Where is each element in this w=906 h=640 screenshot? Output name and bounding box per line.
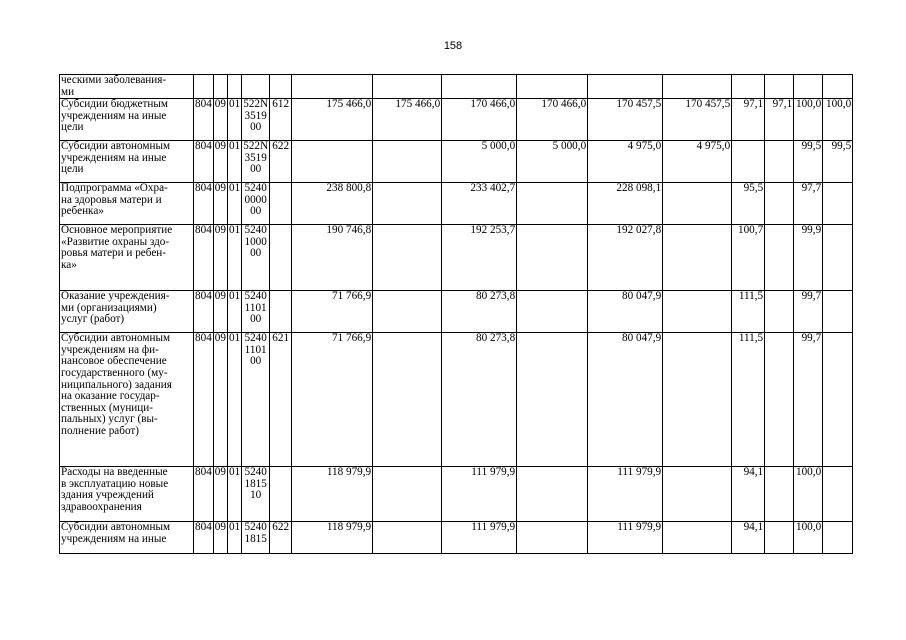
col-value-5: 80 047,9 bbox=[588, 333, 663, 467]
col-value-6 bbox=[663, 225, 732, 291]
col-value-6 bbox=[663, 183, 732, 225]
table-row bbox=[60, 291, 853, 333]
target-article-line: 00 bbox=[250, 355, 262, 368]
col-ministry: 804 bbox=[194, 291, 214, 333]
col-value-6: 170 457,5 bbox=[663, 99, 732, 141]
item-name-line: цели bbox=[61, 121, 84, 134]
col-percent-4: 99,5 bbox=[823, 141, 853, 183]
col-value-3: 5 000,0 bbox=[442, 141, 517, 183]
col-value-5: 80 047,9 bbox=[588, 291, 663, 333]
col-subsection bbox=[227, 75, 241, 99]
col-percent-2 bbox=[765, 291, 794, 333]
col-value-5 bbox=[588, 75, 663, 99]
table-body bbox=[60, 75, 853, 554]
target-article-line: 3519 bbox=[244, 151, 267, 164]
item-name-line: Субсидии автономным bbox=[61, 140, 171, 153]
cell-item-name bbox=[60, 291, 194, 333]
col-value-5: 111 979,9 bbox=[588, 522, 663, 554]
col-percent-2 bbox=[765, 225, 794, 291]
table-row bbox=[60, 183, 853, 225]
col-value-3: 111 979,9 bbox=[442, 467, 517, 522]
target-article-line: 5240 bbox=[244, 182, 267, 195]
col-value-1: 238 800,8 bbox=[292, 183, 373, 225]
col-percent-1: 100,7 bbox=[732, 225, 765, 291]
table-row bbox=[60, 333, 853, 467]
col-value-4 bbox=[517, 333, 588, 467]
col-value-3: 233 402,7 bbox=[442, 183, 517, 225]
col-percent-1: 111,5 bbox=[732, 291, 765, 333]
target-article-line: 1000 bbox=[244, 235, 267, 248]
col-value-1: 71 766,9 bbox=[292, 333, 373, 467]
col-subsection: 01 bbox=[227, 467, 241, 522]
item-name-line: учреждениям на фи- bbox=[61, 343, 159, 356]
table-row bbox=[60, 99, 853, 141]
target-article-line: 00 bbox=[250, 205, 262, 218]
item-name-line: ровья матери и ребен- bbox=[61, 247, 166, 260]
col-section bbox=[213, 75, 227, 99]
item-name-line: Основное мероприятие bbox=[61, 224, 173, 237]
item-name-line: здравоохранения bbox=[61, 500, 142, 513]
col-percent-3: 100,0 bbox=[794, 522, 823, 554]
col-percent-4 bbox=[823, 75, 853, 99]
col-value-1: 71 766,9 bbox=[292, 291, 373, 333]
col-value-3: 111 979,9 bbox=[442, 522, 517, 554]
col-percent-1: 97,1 bbox=[732, 99, 765, 141]
col-value-3: 170 466,0 bbox=[442, 99, 517, 141]
table-row bbox=[60, 141, 853, 183]
item-name-line: ка» bbox=[61, 258, 77, 271]
item-name-line: «Развитие охраны здо- bbox=[61, 235, 170, 248]
col-value-6 bbox=[663, 522, 732, 554]
table-row bbox=[60, 467, 853, 522]
col-percent-4 bbox=[823, 291, 853, 333]
col-target-article bbox=[242, 141, 270, 183]
col-target-article bbox=[242, 225, 270, 291]
col-value-4 bbox=[517, 291, 588, 333]
col-subsection: 01 bbox=[227, 333, 241, 467]
col-section: 09 bbox=[213, 333, 227, 467]
target-article-line: 10 bbox=[250, 489, 262, 502]
item-name-line: ственных (муници- bbox=[61, 401, 153, 414]
col-section: 09 bbox=[213, 141, 227, 183]
item-name-line: Субсидии бюджетным bbox=[61, 98, 168, 111]
item-name-line: ми bbox=[61, 85, 75, 98]
col-percent-3: 99,9 bbox=[794, 225, 823, 291]
col-ministry: 804 bbox=[194, 183, 214, 225]
col-expense-type: 622 bbox=[270, 522, 292, 554]
item-name-line: учреждениям на иные bbox=[61, 109, 167, 122]
col-value-2 bbox=[373, 291, 442, 333]
item-name-line: Подпрограмма «Охра- bbox=[61, 182, 168, 195]
col-ministry: 804 bbox=[194, 99, 214, 141]
col-percent-2: 97,1 bbox=[765, 99, 794, 141]
col-percent-3: 99,7 bbox=[794, 291, 823, 333]
col-percent-4 bbox=[823, 467, 853, 522]
col-section: 09 bbox=[213, 225, 227, 291]
col-percent-2 bbox=[765, 522, 794, 554]
col-value-6: 4 975,0 bbox=[663, 141, 732, 183]
table-row bbox=[60, 522, 853, 554]
col-value-2 bbox=[373, 75, 442, 99]
col-value-3 bbox=[442, 75, 517, 99]
target-article-line: 1101 bbox=[244, 301, 267, 314]
col-percent-2 bbox=[765, 333, 794, 467]
col-value-4: 5 000,0 bbox=[517, 141, 588, 183]
col-value-4 bbox=[517, 225, 588, 291]
col-target-article bbox=[242, 183, 270, 225]
col-expense-type bbox=[270, 467, 292, 522]
col-percent-3: 99,7 bbox=[794, 333, 823, 467]
col-section: 09 bbox=[213, 291, 227, 333]
col-expense-type bbox=[270, 225, 292, 291]
target-article-line: 5240 bbox=[244, 521, 267, 534]
target-article-line: 5240 bbox=[244, 332, 267, 345]
target-article-line: 1101 bbox=[244, 343, 267, 356]
col-ministry: 804 bbox=[194, 333, 214, 467]
col-value-1: 190 746,8 bbox=[292, 225, 373, 291]
item-name-line: цели bbox=[61, 163, 84, 176]
col-value-1: 175 466,0 bbox=[292, 99, 373, 141]
col-expense-type bbox=[270, 291, 292, 333]
col-percent-3: 100,0 bbox=[794, 467, 823, 522]
col-percent-2 bbox=[765, 141, 794, 183]
col-ministry: 804 bbox=[194, 522, 214, 554]
page-number: 158 bbox=[443, 40, 463, 52]
col-value-2 bbox=[373, 141, 442, 183]
target-article-line: 5240 bbox=[244, 290, 267, 303]
col-ministry bbox=[194, 75, 214, 99]
cell-item-name bbox=[60, 141, 194, 183]
col-section: 09 bbox=[213, 99, 227, 141]
col-value-2 bbox=[373, 467, 442, 522]
item-name-line: ческими заболевания- bbox=[61, 74, 167, 86]
target-article-line: 522N bbox=[243, 140, 269, 153]
item-name-line: учреждениям на иные bbox=[61, 151, 167, 164]
col-percent-2 bbox=[765, 75, 794, 99]
col-section: 09 bbox=[213, 467, 227, 522]
col-target-article bbox=[242, 99, 270, 141]
item-name-line: услуг (работ) bbox=[61, 313, 125, 326]
target-article-line: 522N bbox=[243, 98, 269, 111]
item-name-line: Субсидии автономным bbox=[61, 332, 171, 345]
col-value-4 bbox=[517, 183, 588, 225]
table-row bbox=[60, 225, 853, 291]
col-value-1 bbox=[292, 75, 373, 99]
col-expense-type: 621 bbox=[270, 333, 292, 467]
col-target-article bbox=[242, 75, 270, 99]
col-ministry: 804 bbox=[194, 225, 214, 291]
cell-item-name bbox=[60, 522, 194, 554]
col-subsection: 01 bbox=[227, 183, 241, 225]
cell-item-name bbox=[60, 333, 194, 467]
col-value-3: 80 273,8 bbox=[442, 291, 517, 333]
item-name-line: государственного (му- bbox=[61, 366, 168, 379]
col-target-article bbox=[242, 291, 270, 333]
table-row bbox=[60, 75, 853, 99]
col-percent-4 bbox=[823, 522, 853, 554]
col-expense-type: 612 bbox=[270, 99, 292, 141]
item-name-line: нансовое обеспечение bbox=[61, 355, 167, 368]
col-target-article bbox=[242, 467, 270, 522]
target-article-line: 00 bbox=[250, 163, 262, 176]
cell-item-name bbox=[60, 225, 194, 291]
col-section: 09 bbox=[213, 522, 227, 554]
col-value-6 bbox=[663, 291, 732, 333]
col-percent-1: 95,5 bbox=[732, 183, 765, 225]
cell-item-name bbox=[60, 99, 194, 141]
col-value-2 bbox=[373, 333, 442, 467]
col-percent-3 bbox=[794, 75, 823, 99]
item-name-line: учреждениям на иные bbox=[61, 532, 167, 545]
cell-item-name bbox=[60, 467, 194, 522]
col-target-article bbox=[242, 333, 270, 467]
item-name-line: ми (организациями) bbox=[61, 301, 157, 314]
item-name-line: на оказание государ- bbox=[61, 390, 160, 403]
col-value-1: 118 979,9 bbox=[292, 522, 373, 554]
col-value-4 bbox=[517, 75, 588, 99]
item-name-line: ребенка» bbox=[61, 205, 104, 218]
col-value-3: 192 253,7 bbox=[442, 225, 517, 291]
cell-item-name bbox=[60, 75, 194, 99]
item-name-line: здания учреждений bbox=[61, 489, 154, 502]
col-value-2 bbox=[373, 183, 442, 225]
col-value-4 bbox=[517, 467, 588, 522]
col-value-5: 4 975,0 bbox=[588, 141, 663, 183]
col-percent-4: 100,0 bbox=[823, 99, 853, 141]
item-name-line: Расходы на введенные bbox=[61, 466, 168, 479]
col-subsection: 01 bbox=[227, 225, 241, 291]
col-percent-1: 94,1 bbox=[732, 467, 765, 522]
col-percent-1 bbox=[732, 141, 765, 183]
col-value-1: 118 979,9 bbox=[292, 467, 373, 522]
col-section: 09 bbox=[213, 183, 227, 225]
col-expense-type bbox=[270, 75, 292, 99]
col-value-3: 80 273,8 bbox=[442, 333, 517, 467]
target-article-line: 00 bbox=[250, 313, 262, 326]
col-subsection: 01 bbox=[227, 522, 241, 554]
col-value-5: 228 098,1 bbox=[588, 183, 663, 225]
col-value-1 bbox=[292, 141, 373, 183]
col-percent-1: 94,1 bbox=[732, 522, 765, 554]
col-subsection: 01 bbox=[227, 99, 241, 141]
col-percent-2 bbox=[765, 183, 794, 225]
col-percent-3: 99,5 bbox=[794, 141, 823, 183]
col-expense-type bbox=[270, 183, 292, 225]
col-percent-1: 111,5 bbox=[732, 333, 765, 467]
col-value-5: 170 457,5 bbox=[588, 99, 663, 141]
item-name-line: на здоровья матери и bbox=[61, 193, 162, 206]
col-percent-4 bbox=[823, 333, 853, 467]
target-article-line: 1815 bbox=[244, 477, 267, 490]
budget-table bbox=[59, 74, 853, 554]
col-value-5: 192 027,8 bbox=[588, 225, 663, 291]
col-percent-3: 100,0 bbox=[794, 99, 823, 141]
col-percent-1 bbox=[732, 75, 765, 99]
target-article-line: 0000 bbox=[244, 193, 267, 206]
col-target-article bbox=[242, 522, 270, 554]
col-subsection: 01 bbox=[227, 141, 241, 183]
item-name-line: полнение работ) bbox=[61, 424, 140, 437]
col-value-4: 170 466,0 bbox=[517, 99, 588, 141]
item-name-line: Субсидии автономным bbox=[61, 521, 171, 534]
target-article-line: 1815 bbox=[244, 532, 267, 545]
col-value-6 bbox=[663, 333, 732, 467]
col-value-6 bbox=[663, 75, 732, 99]
target-article-line: 3519 bbox=[244, 109, 267, 122]
target-article-line: 00 bbox=[250, 121, 262, 134]
col-ministry: 804 bbox=[194, 467, 214, 522]
target-article-line: 00 bbox=[250, 247, 262, 260]
col-percent-4 bbox=[823, 225, 853, 291]
target-article-line: 5240 bbox=[244, 224, 267, 237]
col-subsection: 01 bbox=[227, 291, 241, 333]
col-value-2 bbox=[373, 522, 442, 554]
target-article-line: 5240 bbox=[244, 466, 267, 479]
item-name-line: в эксплуатацию новые bbox=[61, 477, 169, 490]
item-name-line: пальных) услуг (вы- bbox=[61, 413, 158, 426]
item-name-line: ниципального) задания bbox=[61, 378, 172, 391]
col-value-4 bbox=[517, 522, 588, 554]
col-percent-2 bbox=[765, 467, 794, 522]
col-percent-3: 97,7 bbox=[794, 183, 823, 225]
col-value-2 bbox=[373, 225, 442, 291]
col-ministry: 804 bbox=[194, 141, 214, 183]
col-value-2: 175 466,0 bbox=[373, 99, 442, 141]
cell-item-name bbox=[60, 183, 194, 225]
col-percent-4 bbox=[823, 183, 853, 225]
col-value-6 bbox=[663, 467, 732, 522]
col-expense-type: 622 bbox=[270, 141, 292, 183]
item-name-line: Оказание учреждения- bbox=[61, 290, 170, 303]
col-value-5: 111 979,9 bbox=[588, 467, 663, 522]
